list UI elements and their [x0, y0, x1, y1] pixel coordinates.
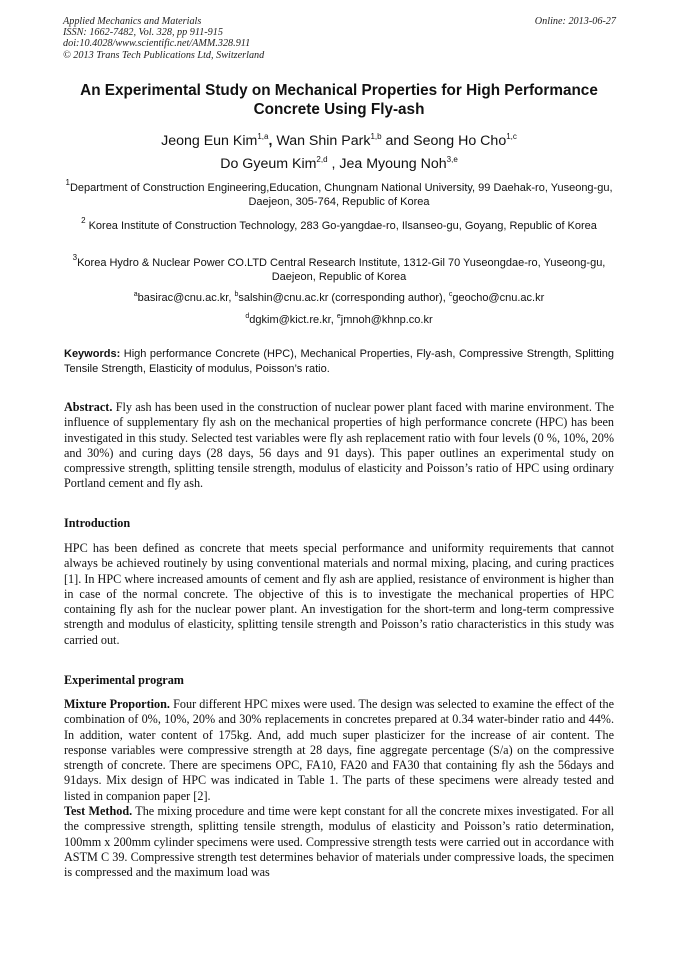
author-superscript: 3,e: [446, 155, 458, 164]
test-method-label: Test Method.: [64, 804, 133, 818]
author-separator: and: [381, 133, 414, 149]
abstract-text: Fly ash has been used in the construction of nuclear power plant faced with marine environment. The influence of supplementary fly ash on the mechanical properties of high performance concrete (HPC) has been investigated in this study. Selected test variables were fly ash replacement ratio with four levels (0 %, 10%, 20% and 30%) and curing days (28 days, 56 days and 91 days). This paper outlines an experimental study on compressive strength, splitting tensile strength, modulus of elasticity and Poisson’s ratio of HPC using ordinary Portland cement and fly ash.: [64, 400, 614, 491]
email-address: dgkim@kict.re.kr,: [249, 314, 337, 326]
author-name: Seong Ho Cho: [413, 133, 507, 149]
doi-line: doi:10.4028/www.scientific.net/AMM.328.911: [63, 38, 251, 50]
mixture-proportion-paragraph: [64, 697, 614, 804]
experimental-heading: Experimental program: [64, 673, 184, 687]
test-method-text: The mixing procedure and time were kept constant for all the concrete mixes investigated. For all the compressive strength, splitting tensile strength, modulus of elasticity and Poisson’s ratio determination, 100mm x 200mm cylinder specimens were used. Compressive strength tests were carried out in accordance with ASTM C 39. Compressive strength test determines behavior of materials under compressive loads, the specimen is compressed and the maximum load was: [64, 804, 615, 880]
affiliation-superscript: 2: [81, 216, 86, 225]
test-method-paragraph: [64, 804, 614, 880]
author-separator: ,: [327, 156, 340, 172]
email-superscript: e: [336, 313, 341, 320]
paper-title: An Experimental Study on Mechanical Properties for High Performance Concrete Using Fly-ash: [80, 82, 598, 118]
author-superscript: 1,b: [370, 132, 382, 141]
journal-header: [63, 16, 264, 61]
email-line-2: [40, 313, 638, 327]
online-date: Online: 2013-06-27: [534, 16, 616, 27]
affiliation-text: Department of Construction Engineering,Education, Chungnam National University, 99 Daehak-ro, Yuseong-gu, Daejeon, 305-764, Republic of Korea: [69, 182, 613, 209]
abstract-label: Abstract.: [64, 400, 113, 414]
affiliation-superscript: 3: [72, 253, 78, 262]
email-superscript: a: [133, 291, 138, 298]
keywords-label: Keywords:: [64, 348, 121, 360]
author-name: Jea Myoung Noh: [339, 156, 447, 172]
copyright-line: © 2013 Trans Tech Publications Ltd, Switzerland: [63, 49, 265, 61]
email-address: salshin@cnu.ac.kr (corresponding author),: [238, 292, 449, 304]
abstract: [64, 400, 614, 492]
affiliation-superscript: 1: [65, 178, 70, 187]
author-superscript: 2,d: [316, 155, 328, 164]
introduction-paragraph: HPC has been defined as concrete that meets special performance and uniformity requirements that cannot always be achieved routinely by using conventional materials and normal mixing, placing, and curing practices [1]. In HPC where increased amounts of cement and fly ash are applied, resistance of environment is higher than in case of the normal concrete. The objective of this is to investigate the mechanical properties of HPC containing fly ash for the nuclear power plant. An investigation for the short-term and long-term compressive strength and modulus of elasticity, splitting tensile strength and Poisson’s ratio characteristics in this study was carried out.: [64, 541, 614, 647]
issn-line: ISSN: 1662-7482, Vol. 328, pp 911-915: [63, 27, 223, 39]
author-superscript: 1,a: [257, 132, 269, 141]
affiliation-1: [64, 178, 614, 209]
affiliation-3: [64, 253, 614, 284]
mixture-proportion-label: Mixture Proportion.: [64, 697, 170, 711]
email-superscript: d: [245, 313, 250, 320]
email-superscript: c: [448, 291, 453, 298]
author-line-1: [40, 132, 638, 150]
affiliation-text: Korea Institute of Construction Technology, 283 Go-yangdae-ro, Ilsanseo-gu, Goyang, Republic of Korea: [85, 220, 597, 232]
author-line-2: [40, 155, 638, 173]
email-address: geocho@cnu.ac.kr: [452, 292, 545, 304]
keywords-text: High performance Concrete (HPC), Mechanical Properties, Fly-ash, Compressive Strength, Splitting Tensile Strength, Elasticity of modulus, Poisson’s ratio.: [64, 348, 614, 376]
author-name: Do Gyeum Kim: [220, 156, 317, 172]
email-address: basirac@cnu.ac.kr,: [137, 292, 235, 304]
keywords: [64, 347, 614, 378]
introduction-heading: Introduction: [64, 516, 131, 530]
email-superscript: b: [234, 291, 239, 298]
email-line-1: [40, 291, 638, 305]
email-address: jmnoh@khnp.co.kr: [340, 314, 433, 326]
author-name: Wan Shin Park: [276, 133, 371, 149]
author-separator: ,: [268, 133, 273, 149]
affiliation-2: [64, 216, 614, 233]
affiliation-text: Korea Hydro & Nuclear Power CO.LTD Central Research Institute, 1312-Gil 70 Yuseongdae-ro, Yuseong-gu, Daejeon, Republic of Korea: [77, 257, 606, 284]
mixture-proportion-text: Four different HPC mixes were used. The design was selected to examine the effect of the combination of 0%, 10%, 20% and 30% replacements in concretes prepared at 0.34 water-binder ratio and 44%. In addition, water content of 175kg. And, add much super plasticizer for the increase of air content. The response variables were compressive strength at 28 days, fine aggregate percentage (S/a) on the compressive strength of concrete. There are specimens OPC, FA10, FA20 and FA30 that containing fly ash the 56days and 91days. Mix design of HPC was indicated in Table 1. The parts of these specimens were already tested and listed in companion paper [2].: [64, 697, 615, 803]
journal-name: Applied Mechanics and Materials: [63, 16, 202, 27]
author-superscript: 1,c: [506, 132, 517, 141]
author-name: Jeong Eun Kim: [161, 133, 258, 149]
